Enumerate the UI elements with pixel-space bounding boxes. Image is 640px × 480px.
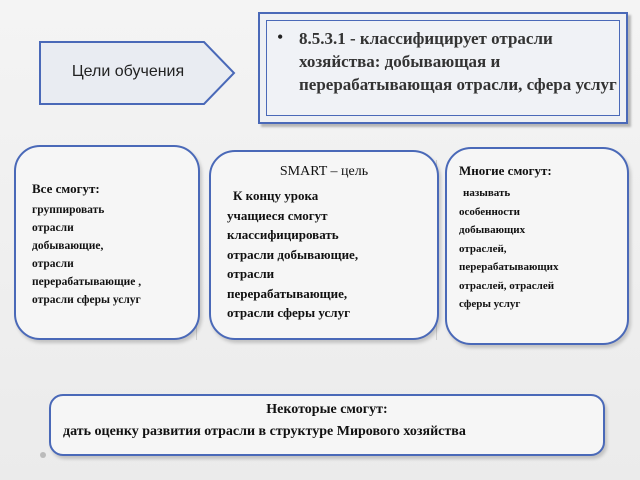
smart-goal-box xyxy=(209,150,439,340)
many-can-list xyxy=(459,184,559,314)
some-can-box xyxy=(49,394,605,456)
list-item: отрасли сферы услуг xyxy=(32,294,141,306)
list-item: отрасли xyxy=(32,258,74,270)
many-can-title: Многие смогут: xyxy=(459,163,552,178)
list-item: отрасли xyxy=(227,266,275,281)
list-item: перерабатывающие , xyxy=(32,276,142,288)
list-item: учащиеся смогут xyxy=(227,207,328,223)
bullet-icon: • xyxy=(277,27,284,47)
list-item: сферы услуг xyxy=(459,298,521,310)
list-item: отрасли добывающие, xyxy=(227,246,359,262)
list-item: перерабатывающих xyxy=(459,261,559,273)
some-can-text: дать оценку развития отрасли в структуре Мирового хозяйства xyxy=(63,424,466,439)
goals-label: Цели обучения xyxy=(50,52,206,92)
objective-text: 8.5.3.1 - классифицирует отрасли хозяйства: добывающая и перерабатывающая отрасли, сфера услуг xyxy=(299,29,617,94)
list-item: отрасли сферы услуг xyxy=(227,305,350,320)
list-item: добывающих xyxy=(459,224,526,236)
list-item: классифицировать xyxy=(227,227,339,242)
slide-marker-icon xyxy=(40,452,46,458)
list-item: отраслей, отраслей xyxy=(459,279,555,292)
list-item: группировать xyxy=(32,204,105,216)
list-item: К концу урока xyxy=(233,188,319,203)
list-item: добывающие, xyxy=(32,240,104,252)
all-can-box xyxy=(14,145,200,340)
list-item: называть xyxy=(463,187,511,199)
list-item: отрасли xyxy=(32,222,74,234)
objective-inner-frame xyxy=(266,20,620,116)
list-item: отраслей, xyxy=(459,242,507,255)
objective-box xyxy=(258,12,628,124)
list-item: особенности xyxy=(459,205,520,218)
list-item: перерабатывающие, xyxy=(227,285,348,301)
all-can-list xyxy=(32,201,141,309)
many-can-box xyxy=(445,147,629,345)
all-can-title: Все смогут: xyxy=(32,181,100,196)
smart-goal-title: SMART – цель xyxy=(279,164,369,179)
some-can-title: Некоторые смогут: xyxy=(266,402,388,417)
smart-goal-list xyxy=(227,186,358,323)
